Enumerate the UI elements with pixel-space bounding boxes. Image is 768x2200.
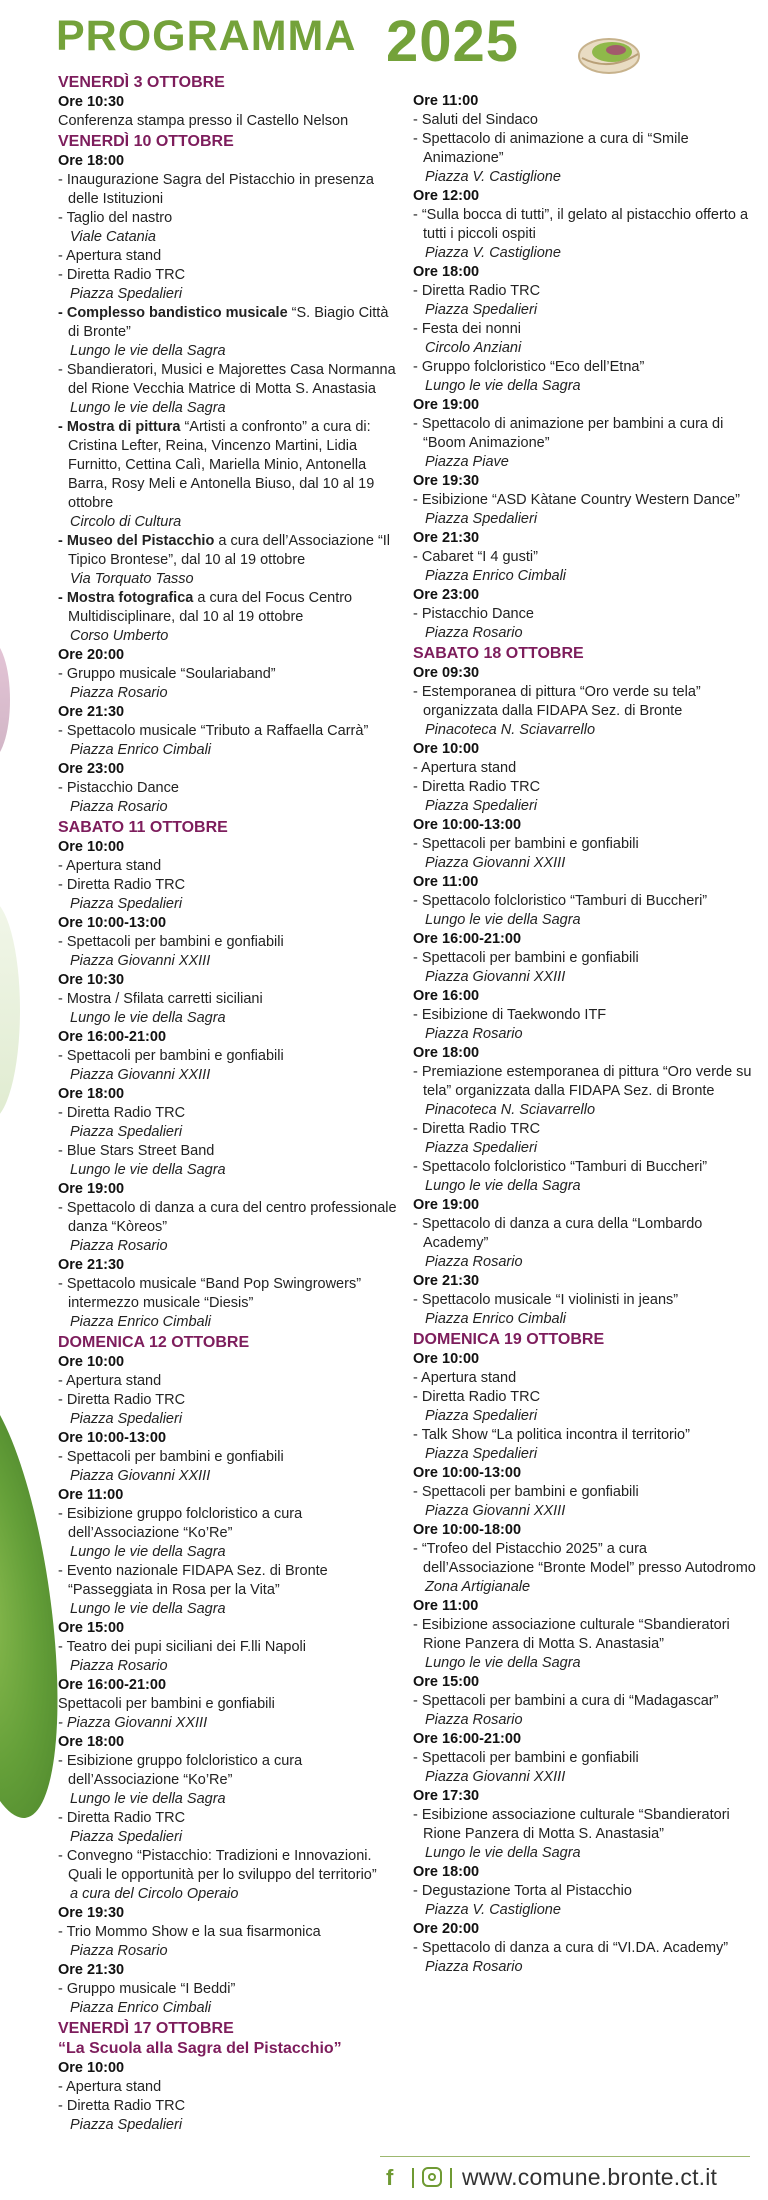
event-entry (58, 1047, 398, 1066)
event-time: Ore 10:30 (58, 94, 125, 110)
event-description: “S. Biagio Città di Bronte” (68, 305, 389, 340)
event-entry (58, 1199, 398, 1237)
event-location: Piazza Spedalieri (425, 1446, 538, 1462)
event-location: Piazza Spedalieri (70, 1829, 183, 1845)
event-description: - Apertura stand (58, 2079, 162, 2095)
event-time: Ore 10:00 (58, 839, 125, 855)
event-time: Ore 23:00 (58, 761, 125, 777)
event-description: - Diretta Radio TRC (58, 877, 186, 893)
event-description: “Artisti a confronto” a cura di: Cristina Lefter, Reina, Vincenzo Martini, Lidia Furnitto, Cettina Calì, Mariella Minio, Antonella Barra, Rosy Meli e Antonella Biuso, dal 10 al 19 ottobre (68, 419, 375, 511)
schedule-left-column (58, 72, 398, 2135)
event-entry (58, 418, 398, 513)
event-entry (58, 722, 398, 741)
event-entry (58, 990, 398, 1009)
event-description: - Spettacolo musicale “Tributo a Raffaella Carrà” (58, 723, 369, 739)
event-description: - Esibizione “ASD Kàtane Country Western Dance” (413, 492, 740, 508)
event-location: Piazza Rosario (425, 1254, 523, 1270)
event-description: - Gruppo musicale “Soulariaband” (58, 666, 276, 682)
event-location: Piazza Enrico Cimbali (70, 742, 212, 758)
day-heading: DOMENICA 12 OTTOBRE (58, 1334, 250, 1351)
event-time: Ore 20:00 (58, 647, 125, 663)
day-section (413, 643, 758, 1329)
event-time: Ore 18:00 (58, 1734, 125, 1750)
event-description: - Spettacoli per bambini e gonfiabili (413, 1484, 639, 1500)
event-description: - Spettacolo musicale “Band Pop Swingrowers” intermezzo musicale “Diesis” (58, 1276, 362, 1311)
event-location: Piazza Rosario (425, 625, 523, 641)
event-entry (413, 1120, 758, 1139)
event-entry (58, 1505, 398, 1543)
event-entry (58, 2078, 398, 2097)
event-entry (58, 933, 398, 952)
decorative-shape (0, 640, 10, 760)
day-section (58, 817, 398, 1332)
day-heading: SABATO 18 OTTOBRE (413, 645, 584, 662)
event-description: - Esibizione associazione culturale “Sbandieratori Rione Panzera di Motta S. Anastasia” (413, 1617, 730, 1652)
event-time: Ore 16:00-21:00 (413, 931, 522, 947)
event-time: Ore 18:00 (58, 1086, 125, 1102)
event-description: - Spettacolo folcloristico “Tamburi di Buccheri” (413, 1159, 708, 1175)
event-location: Piazza Spedalieri (425, 1408, 538, 1424)
event-entry (413, 1806, 758, 1844)
event-description: - Spettacolo di danza a cura di “VI.DA. Academy” (413, 1940, 729, 1956)
event-time: Ore 21:30 (413, 1273, 480, 1289)
event-description: - Apertura stand (413, 1370, 517, 1386)
event-location: Piazza Rosario (70, 1943, 168, 1959)
event-description: - “Sulla bocca di tutti”, il gelato al pistacchio offerto a tutti i piccoli ospiti (413, 207, 749, 242)
event-location: Lungo le vie della Sagra (425, 912, 581, 928)
day-section (413, 1329, 758, 1977)
event-entry (413, 1692, 758, 1711)
event-location: Piazza Spedalieri (70, 1124, 183, 1140)
day-subtitle: “La Scuola alla Sagra del Pistacchio” (58, 2040, 342, 2057)
event-description: Conferenza stampa presso il Castello Nelson (58, 113, 349, 129)
event-description: - Mostra / Sfilata carretti siciliani (58, 991, 263, 1007)
event-description: - Cabaret “I 4 gusti” (413, 549, 538, 565)
event-entry (413, 1426, 758, 1445)
instagram-icon[interactable] (422, 2167, 442, 2187)
event-entry (58, 532, 398, 570)
event-entry (413, 949, 758, 968)
event-entry (413, 1006, 758, 1025)
event-entry (58, 1847, 398, 1885)
event-description: a cura del Focus Centro Multidisciplinare, dal 10 al 19 ottobre (68, 590, 353, 625)
event-time: Ore 11:00 (58, 1487, 124, 1503)
event-highlight: - Museo del Pistacchio (58, 533, 215, 549)
event-description: - Gruppo folcloristico “Eco dell’Etna” (413, 359, 645, 375)
event-time: Ore 10:00 (58, 1354, 125, 1370)
event-description: - Spettacoli per bambini e gonfiabili (413, 836, 639, 852)
day-section (58, 2018, 398, 2135)
footer-divider (380, 2156, 750, 2157)
event-location: Piazza Enrico Cimbali (425, 1311, 567, 1327)
decorative-shape (0, 900, 20, 1120)
event-time: Ore 10:30 (58, 972, 125, 988)
event-entry (413, 1215, 758, 1253)
event-entry (58, 1275, 398, 1313)
event-description: - Diretta Radio TRC (58, 2098, 186, 2114)
event-entry (413, 1369, 758, 1388)
event-description: - Diretta Radio TRC (58, 1810, 186, 1826)
event-time: Ore 18:00 (413, 264, 480, 280)
event-location: Piazza Spedalieri (70, 2117, 183, 2133)
event-description: Spettacoli per bambini e gonfiabili (58, 1696, 275, 1712)
event-description: - Spettacoli per bambini e gonfiabili (58, 1449, 284, 1465)
event-description: - Spettacolo folcloristico “Tamburi di Buccheri” (413, 893, 708, 909)
event-time: Ore 18:00 (58, 153, 125, 169)
page-year: 2025 (386, 9, 520, 74)
event-time: Ore 21:30 (58, 704, 125, 720)
event-time: Ore 19:00 (58, 1181, 125, 1197)
event-description: - Spettacoli per bambini a cura di “Madagascar” (413, 1693, 719, 1709)
event-location: Piazza Spedalieri (70, 1411, 183, 1427)
event-location: a cura del Circolo Operaio (70, 1886, 239, 1902)
event-description: - “Trofeo del Pistacchio 2025” a cura dell’Associazione “Bronte Model” presso Autodromo (413, 1541, 756, 1576)
event-entry (413, 1749, 758, 1768)
website-link[interactable]: www.comune.bronte.ct.it (462, 2164, 718, 2190)
event-description: - Spettacoli per bambini e gonfiabili (58, 1048, 284, 1064)
event-description: - Esibizione di Taekwondo ITF (413, 1007, 607, 1023)
day-section (58, 1332, 398, 2018)
event-time: Ore 11:00 (413, 874, 479, 890)
event-location: Piazza Giovanni XXIII (70, 953, 211, 969)
event-entry (58, 1923, 398, 1942)
event-entry (58, 171, 398, 209)
event-time: Ore 19:00 (413, 397, 480, 413)
event-entry (58, 247, 398, 266)
event-entry (413, 1291, 758, 1310)
event-entry (58, 1695, 398, 1714)
event-location: Piazza Piave (425, 454, 509, 470)
event-description: - Diretta Radio TRC (413, 779, 541, 795)
event-description: - Diretta Radio TRC (58, 1392, 186, 1408)
event-description: - Apertura stand (58, 858, 162, 874)
event-location: Piazza Rosario (425, 1712, 523, 1728)
event-description: - Spettacolo di danza a cura della “Lombardo Academy” (413, 1216, 703, 1251)
event-entry (413, 320, 758, 339)
event-entry (58, 112, 398, 131)
event-entry (413, 835, 758, 854)
event-time: Ore 12:00 (413, 188, 480, 204)
event-highlight: - Mostra di pittura (58, 419, 181, 435)
event-entry (413, 1540, 758, 1578)
event-entry (413, 358, 758, 377)
event-entry (413, 1063, 758, 1101)
event-entry (413, 491, 758, 510)
event-description: - Diretta Radio TRC (413, 1121, 541, 1137)
event-entry (413, 1939, 758, 1958)
event-entry (413, 778, 758, 797)
event-time: Ore 10:00 (58, 2060, 125, 2076)
event-location: Lungo le vie della Sagra (425, 1845, 581, 1861)
event-time: Ore 20:00 (413, 1921, 480, 1937)
event-entry (413, 892, 758, 911)
event-location: Piazza Rosario (70, 685, 168, 701)
event-location: Pinacoteca N. Sciavarrello (425, 1102, 596, 1118)
schedule-right-column (413, 92, 758, 1977)
event-entry (58, 589, 398, 627)
event-location: Corso Umberto (70, 628, 169, 644)
event-entry (58, 1752, 398, 1790)
event-location: Lungo le vie della Sagra (70, 343, 226, 359)
day-heading: VENERDÌ 17 OTTOBRE (58, 2020, 234, 2037)
day-heading: VENERDÌ 10 OTTOBRE (58, 133, 234, 150)
event-highlight: - Complesso bandistico musicale (58, 305, 288, 321)
event-location: Piazza Enrico Cimbali (70, 1314, 212, 1330)
event-description: - Spettacoli per bambini e gonfiabili (413, 1750, 639, 1766)
event-time: Ore 11:00 (413, 1598, 479, 1614)
event-description: - Spettacolo di danza a cura del centro professionale danza “Kòreos” (58, 1200, 397, 1235)
event-description: - Diretta Radio TRC (58, 267, 186, 283)
event-location: Circolo di Cultura (70, 514, 182, 530)
event-time: Ore 10:00-13:00 (58, 1430, 167, 1446)
event-time: Ore 15:00 (413, 1674, 480, 1690)
page-header (56, 10, 646, 80)
footer-separator (412, 2168, 414, 2188)
event-time: Ore 21:30 (58, 1257, 125, 1273)
event-description: - Esibizione gruppo folcloristico a cura dell’Associazione “Ko’Re” (58, 1506, 303, 1541)
event-time: Ore 18:00 (413, 1864, 480, 1880)
event-location: Lungo le vie della Sagra (425, 1178, 581, 1194)
event-description: - Inaugurazione Sagra del Pistacchio in presenza delle Istituzioni (58, 172, 374, 207)
event-entry (58, 1809, 398, 1828)
event-location: Piazza Spedalieri (425, 798, 538, 814)
event-location: Piazza Giovanni XXIII (70, 1067, 211, 1083)
event-time: Ore 19:30 (58, 1905, 125, 1921)
day-section (413, 92, 758, 643)
event-description: - Piazza Giovanni XXIII (58, 1715, 208, 1731)
event-time: Ore 18:00 (413, 1045, 480, 1061)
footer-separator (450, 2168, 452, 2188)
event-time: Ore 11:00 (413, 93, 479, 109)
event-entry (58, 1142, 398, 1161)
day-section (58, 72, 398, 131)
event-location: Piazza Giovanni XXIII (425, 969, 566, 985)
event-location: Piazza Spedalieri (425, 1140, 538, 1156)
facebook-icon[interactable]: f (386, 2165, 394, 2190)
event-time: Ore 16:00-21:00 (58, 1677, 167, 1693)
event-location: Piazza Rosario (425, 1959, 523, 1975)
event-entry (58, 1391, 398, 1410)
event-entry (58, 1448, 398, 1467)
event-location: Piazza Rosario (70, 1238, 168, 1254)
event-location: Piazza Spedalieri (425, 511, 538, 527)
event-description: - Apertura stand (58, 1373, 162, 1389)
event-entry (58, 665, 398, 684)
event-description: - Trio Mommo Show e la sua fisarmonica (58, 1924, 321, 1940)
event-entry (58, 857, 398, 876)
event-entry (413, 548, 758, 567)
event-description: - Diretta Radio TRC (413, 283, 541, 299)
event-description: a cura dell’Associazione “Il Tipico Brontese”, dal 10 al 19 ottobre (68, 533, 391, 568)
event-description: - Apertura stand (413, 760, 517, 776)
day-heading: VENERDÌ 3 OTTOBRE (58, 74, 225, 91)
event-time: Ore 17:30 (413, 1788, 480, 1804)
event-description: - Saluti del Sindaco (413, 112, 538, 128)
event-time: Ore 09:30 (413, 665, 480, 681)
event-description: - Pistacchio Dance (58, 780, 179, 796)
event-location: Piazza V. Castiglione (425, 169, 561, 185)
event-description: - Esibizione associazione culturale “Sbandieratori Rione Panzera di Motta S. Anastasia” (413, 1807, 730, 1842)
event-description: - Spettacoli per bambini e gonfiabili (58, 934, 284, 950)
event-description: - Esibizione gruppo folcloristico a cura dell’Associazione “Ko’Re” (58, 1753, 303, 1788)
event-entry (413, 1483, 758, 1502)
event-entry (413, 206, 758, 244)
event-entry (413, 415, 758, 453)
event-location: Via Torquato Tasso (70, 571, 194, 587)
event-entry (413, 130, 758, 168)
day-section (58, 131, 398, 817)
event-description: - Degustazione Torta al Pistacchio (413, 1883, 632, 1899)
event-description: - Teatro dei pupi siciliani dei F.lli Napoli (58, 1639, 306, 1655)
page-title: PROGRAMMA (56, 12, 357, 60)
event-entry (58, 1638, 398, 1657)
event-description: - Evento nazionale FIDAPA Sez. di Bronte “Passeggiata in Rosa per la Vita” (58, 1563, 328, 1598)
event-entry (58, 779, 398, 798)
event-location: Pinacoteca N. Sciavarrello (425, 722, 596, 738)
event-location: Lungo le vie della Sagra (425, 378, 581, 394)
event-entry (58, 1980, 398, 1999)
event-entry (413, 1158, 758, 1177)
event-time: Ore 15:00 (58, 1620, 125, 1636)
event-location: Lungo le vie della Sagra (425, 1655, 581, 1671)
event-location: Piazza Giovanni XXIII (425, 1769, 566, 1785)
page-footer (380, 2150, 750, 2190)
event-entry (413, 282, 758, 301)
event-entry (413, 759, 758, 778)
event-entry (58, 1562, 398, 1600)
event-entry (413, 683, 758, 721)
event-description: - Festa dei nonni (413, 321, 522, 337)
event-time: Ore 21:30 (58, 1962, 125, 1978)
event-description: - Convegno “Pistacchio: Tradizioni e Innovazioni. Quali le opportunità per lo sviluppo del territorio” (58, 1848, 377, 1883)
event-time: Ore 10:00-18:00 (413, 1522, 522, 1538)
event-description: - Premiazione estemporanea di pittura “Oro verde su tela” organizzata dalla FIDAPA Sez. di Bronte (413, 1064, 752, 1099)
event-entry (413, 1882, 758, 1901)
event-highlight: - Mostra fotografica (58, 590, 194, 606)
event-time: Ore 10:00 (413, 1351, 480, 1367)
event-location: Piazza V. Castiglione (425, 245, 561, 261)
event-entry (413, 1388, 758, 1407)
event-time: Ore 19:30 (413, 473, 480, 489)
event-description: - Blue Stars Street Band (58, 1143, 215, 1159)
event-description: - Diretta Radio TRC (413, 1389, 541, 1405)
event-description: - Taglio del nastro (58, 210, 173, 226)
event-description: - Apertura stand (58, 248, 162, 264)
day-heading: DOMENICA 19 OTTOBRE (413, 1331, 605, 1348)
event-location: Piazza Enrico Cimbali (70, 2000, 212, 2016)
event-description: - Estemporanea di pittura “Oro verde su tela” organizzata dalla FIDAPA Sez. di Bronte (413, 684, 701, 719)
event-location: Piazza Spedalieri (70, 896, 183, 912)
event-entry (58, 876, 398, 895)
event-time: Ore 10:00 (413, 741, 480, 757)
event-location: Circolo Anziani (425, 340, 522, 356)
event-entry (58, 266, 398, 285)
event-description: - Talk Show “La politica incontra il territorio” (413, 1427, 690, 1443)
event-location: Piazza Rosario (70, 1658, 168, 1674)
event-location: Lungo le vie della Sagra (70, 1791, 226, 1807)
event-time: Ore 16:00-21:00 (58, 1029, 167, 1045)
event-entry (413, 1616, 758, 1654)
event-time: Ore 23:00 (413, 587, 480, 603)
event-entry (58, 1714, 398, 1733)
event-location: Lungo le vie della Sagra (70, 1010, 226, 1026)
event-description: - Sbandieratori, Musici e Majorettes Casa Normanna del Rione Vecchia Matrice di Motta S. Anastasia (58, 362, 396, 397)
event-description: - Spettacoli per bambini e gonfiabili (413, 950, 639, 966)
event-time: Ore 10:00-13:00 (58, 915, 167, 931)
event-description: - Spettacolo di animazione a cura di “Smile Animazione” (413, 131, 689, 166)
day-heading: SABATO 11 OTTOBRE (58, 819, 228, 836)
event-location: Lungo le vie della Sagra (70, 1162, 226, 1178)
event-entry (58, 304, 398, 342)
event-location: Lungo le vie della Sagra (70, 400, 226, 416)
event-location: Piazza Spedalieri (70, 286, 183, 302)
event-entry (58, 1372, 398, 1391)
event-location: Piazza Spedalieri (425, 302, 538, 318)
event-description: - Gruppo musicale “I Beddi” (58, 1981, 236, 1997)
event-location: Viale Catania (70, 229, 156, 245)
event-location: Lungo le vie della Sagra (70, 1601, 226, 1617)
event-description: - Pistacchio Dance (413, 606, 534, 622)
event-location: Piazza V. Castiglione (425, 1902, 561, 1918)
event-entry (58, 1104, 398, 1123)
event-entry (58, 361, 398, 399)
event-time: Ore 10:00-13:00 (413, 817, 522, 833)
event-time: Ore 16:00 (413, 988, 480, 1004)
event-description: - Spettacolo musicale “I violinisti in jeans” (413, 1292, 679, 1308)
event-entry (413, 605, 758, 624)
event-description: - Spettacolo di animazione per bambini a cura di “Boom Animazione” (413, 416, 724, 451)
event-entry (413, 111, 758, 130)
event-entry (58, 2097, 398, 2116)
event-time: Ore 19:00 (413, 1197, 480, 1213)
event-location: Piazza Giovanni XXIII (425, 855, 566, 871)
event-location: Lungo le vie della Sagra (70, 1544, 226, 1560)
event-time: Ore 21:30 (413, 530, 480, 546)
event-time: Ore 16:00-21:00 (413, 1731, 522, 1747)
event-location: Zona Artigianale (425, 1579, 531, 1595)
event-location: Piazza Giovanni XXIII (70, 1468, 211, 1484)
event-description: - Diretta Radio TRC (58, 1105, 186, 1121)
pistachio-icon (576, 32, 642, 76)
event-location: Piazza Enrico Cimbali (425, 568, 567, 584)
event-entry (58, 209, 398, 228)
event-location: Piazza Rosario (425, 1026, 523, 1042)
event-location: Piazza Giovanni XXIII (425, 1503, 566, 1519)
event-location: Piazza Rosario (70, 799, 168, 815)
event-time: Ore 10:00-13:00 (413, 1465, 522, 1481)
